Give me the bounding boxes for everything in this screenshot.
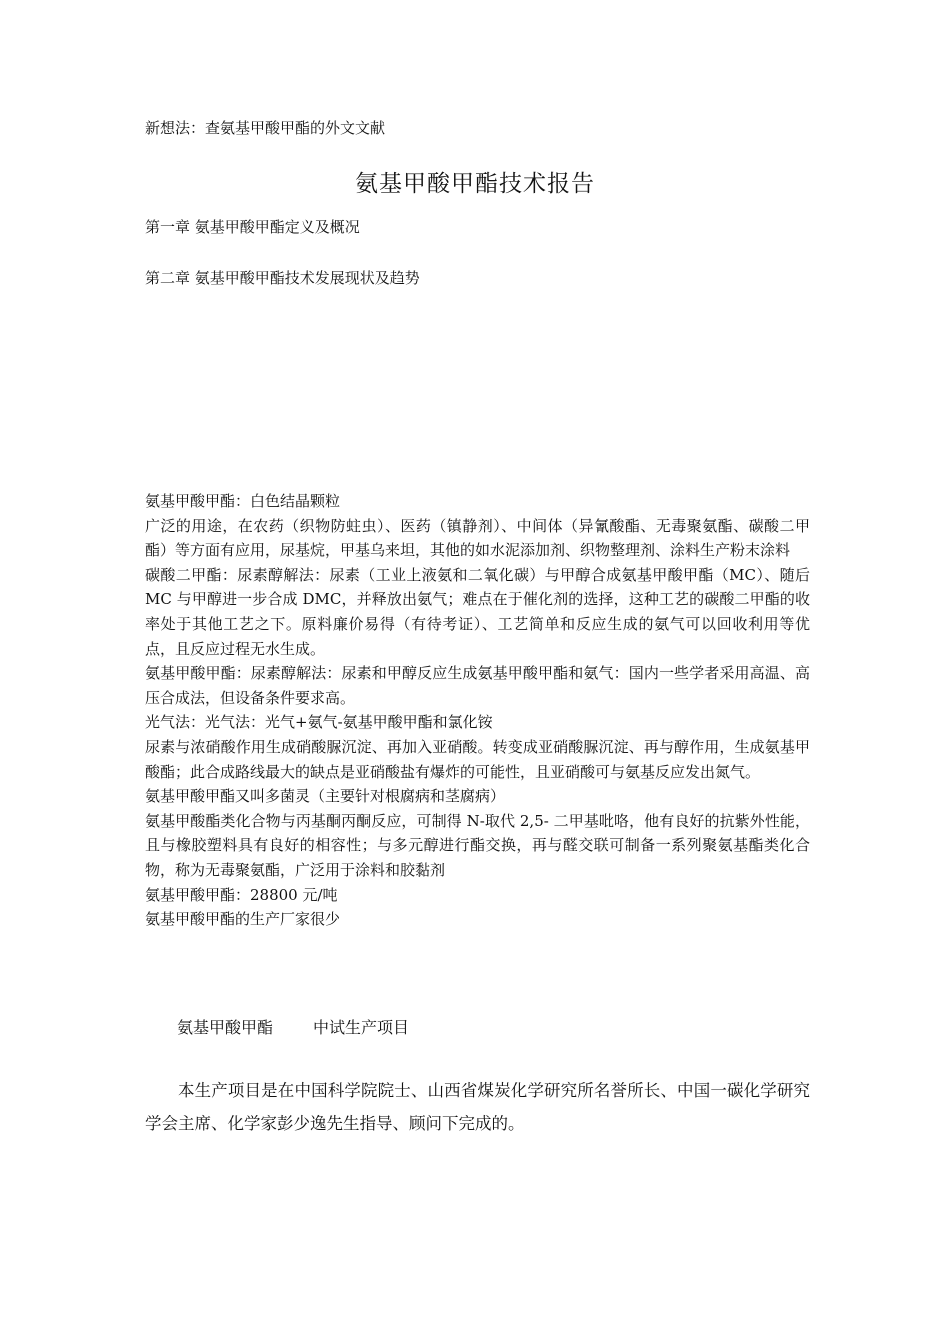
note-paragraph-4: 氨基甲酸甲酯：尿素醇解法：尿素和甲醇反应生成氨基甲酸甲酯和氨气：国内一些学者采用高温、高压合成法，但设备条件要求高。 <box>145 664 810 707</box>
section-heading-project: 中试生产项目 <box>313 1018 410 1037</box>
header-note: 新想法：查氨基甲酸甲酯的外文文献 <box>145 119 386 137</box>
chapter-1-heading: 第一章 氨基甲酸甲酯定义及概况 <box>145 218 360 236</box>
closing-paragraph: 本生产项目是在中国科学院院士、山西省煤炭化学研究所名誉所长、中国一碳化学研究学会主席、化学家彭少逸先生指导、顾问下完成的。 <box>145 1081 810 1133</box>
note-paragraph-8: 氨基甲酸酯类化合物与丙基酮丙酮反应，可制得 N-取代 2,5- 二甲基吡咯，他有良好的抗紫外性能，且与橡胶塑料具有良好的相容性；与多元醇进行酯交换，再与醛交联可制备一系列聚氨基酯类化合物，称为无毒聚氨酯，广泛用于涂料和胶黏剂 <box>145 811 810 879</box>
note-paragraph-2: 广泛的用途，在农药（织物防蛀虫）、医药（镇静剂）、中间体（异氰酸酯、无毒聚氨酯、碳酸二甲酯）等方面有应用，尿基烷，甲基乌来坦，其他的如水泥添加剂、织物整理剂、涂料生产粉末涂料 <box>145 516 810 560</box>
chapter-2-heading: 第二章 氨基甲酸甲酯技术发展现状及趋势 <box>145 269 420 287</box>
note-paragraph-7: 氨基甲酸甲酯又叫多菌灵（主要针对根腐病和茎腐病） <box>145 787 506 806</box>
document-title: 氨基甲酸甲酯技术报告 <box>355 171 595 197</box>
note-paragraph-9: 氨基甲酸甲酯：28800 元/吨 <box>145 885 338 904</box>
note-paragraph-10: 氨基甲酸甲酯的生产厂家很少 <box>145 910 341 929</box>
note-paragraph-3: 碳酸二甲酯：尿素醇解法：尿素（工业上液氨和二氧化碳）与甲醇合成氨基甲酸甲酯（MC）、随后 MC 与甲醇进一步合成 DMC，并释放出氨气；难点在于催化剂的选择，这种工艺的碳酸二甲酯的收率处于其他工艺之下。原料廉价易得（有待考证）、工艺简单和反应生成的氨气可以回收利用等优点，且反应过程无水生成。 <box>145 565 810 658</box>
note-paragraph-1: 氨基甲酸甲酯：白色结晶颗粒 <box>145 492 341 510</box>
section-heading <box>177 1015 409 1041</box>
note-paragraph-5: 光气法：光气法：光气+氨气-氨基甲酸甲酯和氯化铵 <box>145 713 493 732</box>
section-heading-product: 氨基甲酸甲酯 <box>177 1018 274 1037</box>
notes-body <box>145 489 810 932</box>
note-paragraph-6: 尿素与浓硝酸作用生成硝酸脲沉淀、再加入亚硝酸。转变成亚硝酸脲沉淀、再与醇作用，生成氨基甲酸酯；此合成路线最大的缺点是亚硝酸盐有爆炸的可能性，且亚硝酸可与氨基反应发出氮气。 <box>145 737 810 781</box>
